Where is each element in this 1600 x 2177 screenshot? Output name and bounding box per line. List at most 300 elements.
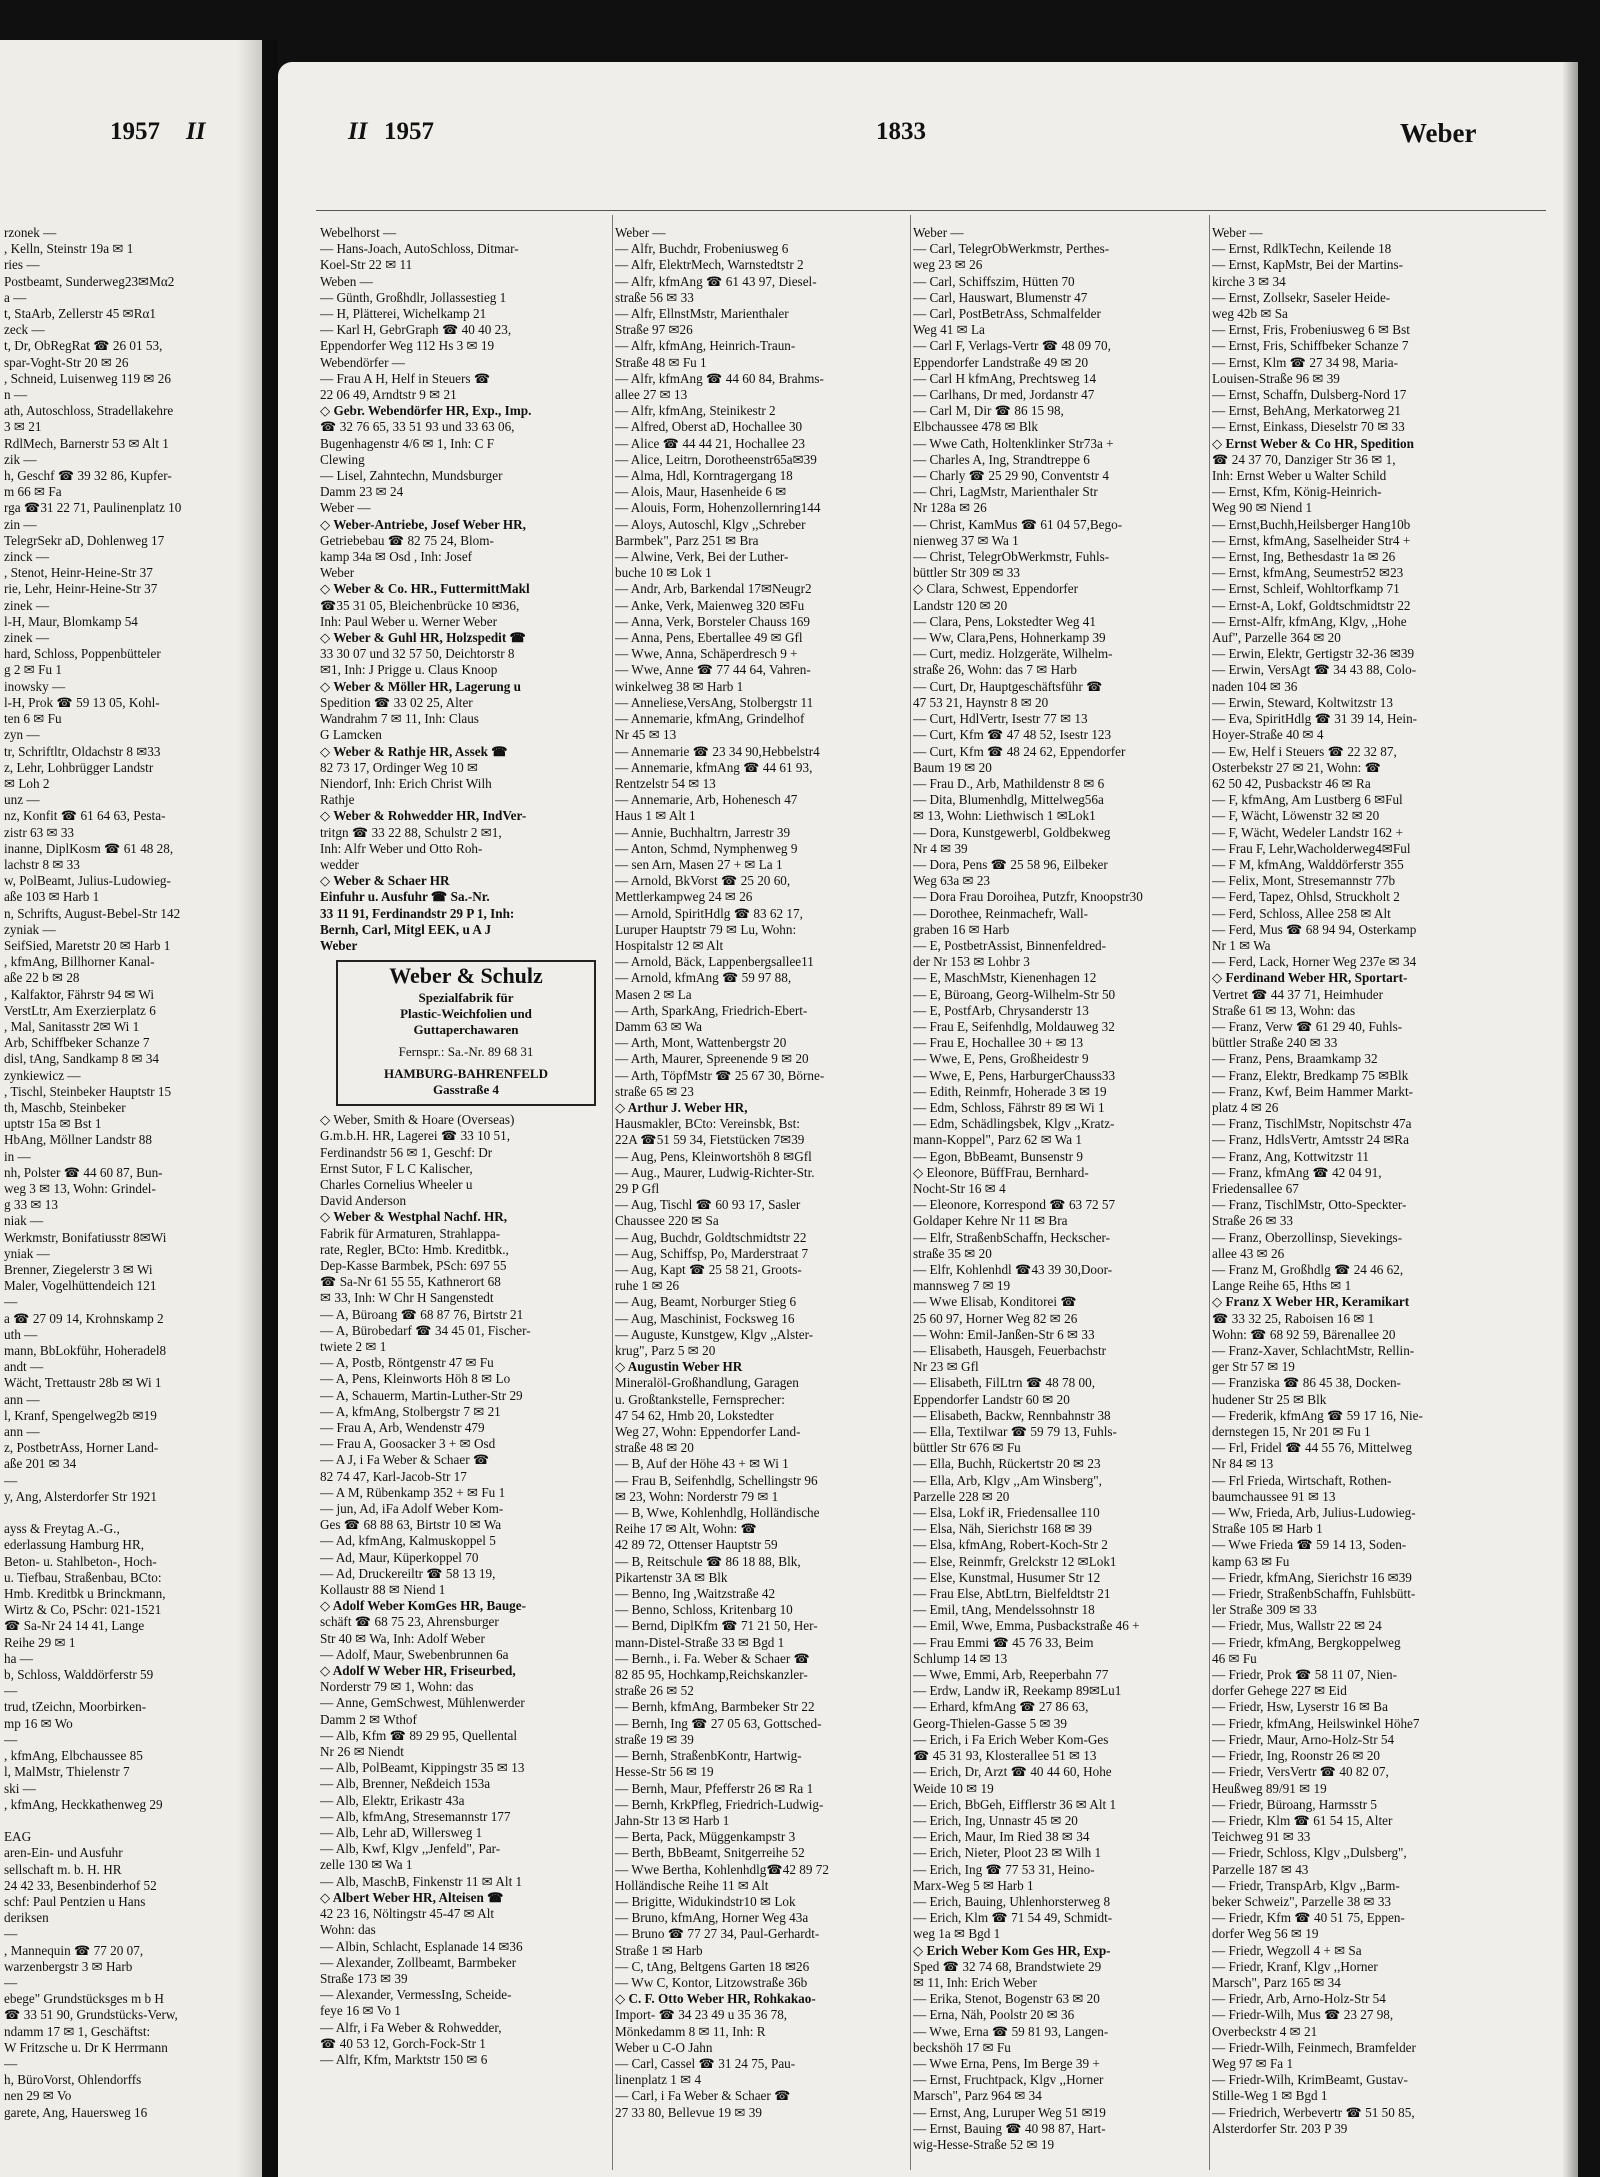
page-number: 1833: [876, 118, 926, 145]
directory-line: 47 53 21, Haynstr 8 ✉ 20: [913, 694, 1049, 710]
directory-line: Kollaustr 88 ✉ Niend 1: [320, 1582, 446, 1598]
directory-line: — Friedr, kfmAng, Heilswinkel Höhe7: [1212, 1715, 1420, 1731]
directory-line: Nr 4 ✉ 39: [913, 840, 968, 856]
directory-line: feye 16 ✉ Vo 1: [320, 2003, 401, 2019]
directory-line: HbAng, Möllner Landstr 88: [4, 1132, 152, 1148]
right-page-volume: II: [348, 118, 368, 145]
directory-line: — Alb, Brenner, Neßdeich 153a: [320, 1776, 491, 1792]
directory-line: — Friedr, Prok ☎ 58 11 07, Nien-: [1212, 1667, 1397, 1683]
directory-line: — Carl, TelegrObWerkmstr, Perthes-: [913, 241, 1110, 257]
directory-line: buche 10 ✉ Lok 1: [615, 565, 712, 581]
directory-line: Weber —: [1212, 225, 1263, 240]
directory-line: nz, Konfit ☎ 61 64 63, Pesta-: [4, 808, 166, 824]
directory-line: Weide 10 ✉ 19: [913, 1780, 994, 1796]
directory-line: — Ernst, Zollsekr, Saseler Heide-: [1212, 289, 1391, 305]
directory-line: — A M, Rübenkamp 352 + ✉ Fu 1: [320, 1484, 506, 1500]
directory-line: — Friedrich, Werbevertr ☎ 51 50 85,: [1212, 2104, 1415, 2120]
directory-line: Bernh, Carl, Mitgl EEK, u A J: [320, 921, 492, 937]
directory-line: uth —: [4, 1326, 38, 1342]
directory-line: Str 40 ✉ Wa, Inh: Adolf Weber: [320, 1630, 485, 1646]
directory-line: — Alfr, kfmAng ☎ 61 43 97, Diesel-: [615, 273, 817, 289]
directory-line: tritgn ☎ 33 22 88, Schulstr 2 ✉1,: [320, 824, 502, 840]
directory-line: l, Kranf, Spengelweg2b ✉19: [4, 1407, 157, 1423]
directory-line: ann —: [4, 1424, 40, 1440]
directory-line: g 2 ✉ Fu 1: [4, 662, 62, 678]
directory-line: th, Maschb, Steinbeker: [4, 1099, 126, 1115]
directory-line: — Alice ☎ 44 44 21, Hochallee 23: [615, 435, 806, 451]
directory-line: w, PolBeamt, Julius-Ludowieg-: [4, 873, 171, 889]
directory-line: Reihe 17 ✉ Alt, Wohn: ☎: [615, 1521, 757, 1537]
directory-line: — Alb, Lehr aD, Willersweg 1: [320, 1825, 483, 1841]
directory-line: ✉1, Inh: J Prigge u. Claus Knoop: [320, 662, 498, 678]
directory-line: — Bernh, kfmAng, Barmbeker Str 22: [615, 1699, 815, 1715]
directory-line: yniak —: [4, 1245, 50, 1261]
directory-line: Pikartenstr 3A ✉ Blk: [615, 1569, 728, 1585]
directory-line: straße 56 ✉ 33: [615, 289, 694, 305]
directory-line: — Curt, mediz. Holzgeräte, Wilhelm-: [913, 646, 1113, 662]
directory-line: 62 50 42, Pusbackstr 46 ✉ Ra: [1212, 775, 1371, 791]
directory-line: — Franz, kfmAng ☎ 42 04 91,: [1212, 1164, 1382, 1180]
directory-line: l-H, Prok ☎ 59 13 05, Kohl-: [4, 694, 160, 710]
directory-line: — Albin, Schlacht, Esplanade 14 ✉36: [320, 1938, 523, 1954]
directory-line: — Arnold, kfmAng ☎ 59 97 88,: [615, 970, 792, 986]
directory-line: büttler Str 676 ✉ Fu: [913, 1440, 1021, 1456]
directory-line: Luruper Hauptstr 79 ✉ Lu, Wohn:: [615, 921, 797, 937]
directory-line: — Alfred, Oberst aD, Hochallee 30: [615, 419, 803, 435]
directory-line: ◇ Augustin Weber HR: [615, 1359, 743, 1375]
directory-line: Hmb. Kreditbk u Brinckmann,: [4, 1586, 166, 1602]
directory-line: 42 23 16, Nöltingstr 45-47 ✉ Alt: [320, 1906, 495, 1922]
directory-line: unz —: [4, 792, 40, 808]
directory-line: ◇ Weber-Antriebe, Josef Weber HR,: [320, 516, 526, 532]
directory-line: — Edm, Schloss, Fährstr 89 ✉ Wi 1: [913, 1099, 1105, 1115]
directory-line: Rentzelstr 54 ✉ 13: [615, 775, 716, 791]
directory-line: weg 23 ✉ 26: [913, 257, 983, 273]
directory-line: — Ferd, Tapez, Ohlsd, Struckholt 2: [1212, 889, 1400, 905]
directory-line: wig-Hesse-Straße 52 ✉ 19: [913, 2136, 1055, 2152]
directory-line: l-H, Maur, Blomkamp 54: [4, 613, 138, 629]
directory-line: — B, Reitschule ☎ 86 18 88, Blk,: [615, 1553, 801, 1569]
directory-line: — Alfr, kfmAng ☎ 44 60 84, Brahms-: [615, 370, 824, 386]
directory-line: ◇ Erich Weber Kom Ges HR, Exp-: [913, 1942, 1111, 1958]
directory-line: — E, PostbetrAssist, Binnenfeldred-: [913, 937, 1107, 953]
directory-line: , Mannequin ☎ 77 20 07,: [4, 1942, 144, 1958]
directory-line: ◇ Weber & Westphal Nachf. HR,: [320, 1209, 508, 1225]
directory-line: — Erwin, VersAgt ☎ 34 43 88, Colo-: [1212, 662, 1417, 678]
directory-line: — Dora Frau Doroihea, Putzfr, Knoopstr30: [913, 889, 1143, 905]
directory-line: Heußweg 89/91 ✉ 19: [1212, 1780, 1327, 1796]
directory-line: ☎ 33 32 25, Raboisen 16 ✉ 1: [1212, 1310, 1375, 1326]
directory-line: , Kalfaktor, Fährstr 94 ✉ Wi: [4, 986, 155, 1002]
directory-line: — Arth, TöpfMstr ☎ 25 67 30, Börne-: [615, 1067, 825, 1083]
column-1: [320, 225, 610, 2170]
directory-line: — Ernst,Buchh,Heilsberger Hang10b: [1212, 516, 1411, 532]
directory-line: — Wwe, E, Pens, HarburgerChauss33: [913, 1067, 1116, 1083]
directory-line: ries —: [4, 257, 40, 273]
directory-line: — Ernst, Fris, Schiffbeker Schanze 7: [1212, 338, 1409, 354]
directory-line: — Ernst-A, Lokf, Goldtschmidtstr 22: [1212, 597, 1411, 613]
directory-line: Lange Reihe 65, Hths ✉ 1: [1212, 1278, 1352, 1294]
directory-line: straße 35 ✉ 20: [913, 1245, 992, 1261]
directory-line: — Friedr, Hsw, Lyserstr 16 ✉ Ba: [1212, 1699, 1388, 1715]
directory-line: — E, MaschMstr, Kienenhagen 12: [913, 970, 1097, 986]
directory-line: 82 85 95, Hochkamp,Reichskanzler-: [615, 1667, 808, 1683]
directory-line: — Erna, Näh, Poolstr 20 ✉ 36: [913, 2007, 1075, 2023]
directory-line: — Ad, Maur, Küperkoppel 70: [320, 1549, 479, 1565]
directory-line: mann-Koppel", Parz 62 ✉ Wa 1: [913, 1132, 1082, 1148]
directory-line: —: [4, 1926, 18, 1942]
directory-line: straße 26 ✉ 52: [615, 1683, 694, 1699]
advertisement-box: [336, 960, 596, 1106]
directory-line: —: [4, 1974, 18, 1990]
directory-line: — Elsa, Näh, Sierichstr 168 ✉ 39: [913, 1521, 1092, 1537]
directory-line: — Wwe, Anne ☎ 77 44 64, Vahren-: [615, 662, 811, 678]
directory-line: — Friedr, Wegzoll 4 + ✉ Sa: [1212, 1942, 1362, 1958]
directory-line: — Charly ☎ 25 29 90, Conventstr 4: [913, 468, 1109, 484]
directory-line: —: [4, 1472, 18, 1488]
directory-line: — Berth, BbBeamt, Snitgerreihe 52: [615, 1845, 805, 1861]
directory-line: ◇ Weber & Rathje HR, Assek ☎: [320, 743, 508, 759]
directory-line: — F, kfmAng, Am Lustberg 6 ✉Ful: [1212, 792, 1403, 808]
directory-line: — Annemarie, Arb, Hohenesch 47: [615, 792, 798, 808]
directory-line: Weg 27, Wohn: Eppendorfer Land-: [615, 1424, 801, 1440]
directory-line: ✉ 11, Inh: Erich Weber: [913, 1974, 1037, 1990]
directory-line: der Nr 153 ✉ Lohbr 3: [913, 954, 1030, 970]
directory-line: — Ernst, Ing, Bethesdastr 1a ✉ 26: [1212, 549, 1396, 565]
directory-line: zynkiewicz —: [4, 1067, 81, 1083]
directory-line: SeifSied, Maretstr 20 ✉ Harb 1: [4, 937, 171, 953]
directory-line: — Alb, MaschB, Finkenstr 11 ✉ Alt 1: [320, 1873, 523, 1889]
directory-line: Brenner, Ziegelerstr 3 ✉ Wi: [4, 1262, 153, 1277]
directory-line: — Alfr, Kfm, Marktstr 150 ✉ 6: [320, 2051, 488, 2067]
directory-line: straße 19 ✉ 39: [615, 1731, 694, 1747]
directory-line: Straße 97 ✉26: [615, 322, 693, 338]
directory-line: — Ww, Clara,Pens, Hohnerkamp 39: [913, 630, 1106, 646]
directory-line: — Friedr, Ing, Roonstr 26 ✉ 20: [1212, 1748, 1381, 1764]
directory-line: — Christ, KamMus ☎ 61 04 57,Bego-: [913, 516, 1123, 532]
directory-line: Wandrahm 7 ✉ 11, Inh: Claus: [320, 711, 479, 727]
directory-line: Niendorf, Inh: Erich Christ Wilh: [320, 775, 492, 791]
directory-line: zyniak —: [4, 921, 56, 937]
directory-line: disl, tAng, Sandkamp 8 ✉ 34: [4, 1051, 160, 1067]
directory-line: ✉ 13, Wohn: Liethwisch 1 ✉Lok1: [913, 808, 1096, 824]
directory-line: , Mal, Sanitasstr 2✉ Wi 1: [4, 1018, 140, 1034]
directory-line: 25 60 97, Horner Weg 82 ✉ 26: [913, 1310, 1078, 1326]
directory-line: Parzelle 187 ✉ 43: [1212, 1861, 1309, 1877]
directory-line: zinck —: [4, 549, 50, 565]
directory-line: Haus 1 ✉ Alt 1: [615, 808, 696, 824]
directory-line: — Ernst, Schaffn, Dulsberg-Nord 17: [1212, 387, 1407, 403]
directory-line: — Carl, i Fa Weber & Schaer ☎: [615, 2088, 791, 2104]
directory-line: beker Schweiz", Parzelle 38 ✉ 33: [1212, 1893, 1392, 1909]
directory-line: , kfmAng, Elbchaussee 85: [4, 1748, 143, 1764]
directory-line: 33 30 07 und 32 57 50, Deichtorstr 8: [320, 646, 515, 662]
directory-line: — Aug, Pens, Kleinwortshöh 8 ✉Gfl: [615, 1148, 812, 1164]
directory-line: — Frl Frieda, Wirtschaft, Rothen-: [1212, 1472, 1392, 1488]
directory-line: ◇ Weber, Smith & Hoare (Overseas): [320, 1112, 515, 1128]
directory-line: — Adolf, Maur, Swebenbrunnen 6a: [320, 1646, 509, 1662]
directory-line: — H, Plätterei, Wichelkamp 21: [320, 306, 487, 322]
directory-line: Hospitalstr 12 ✉ Alt: [615, 937, 724, 953]
directory-line: 22A ☎51 59 34, Fietstücken 7✉39: [615, 1132, 805, 1148]
directory-line: —: [4, 1294, 18, 1310]
directory-line: — Elsa, Lokf iR, Friedensallee 110: [913, 1505, 1100, 1521]
directory-line: ayss & Freytag A.-G.,: [4, 1521, 120, 1537]
directory-line: Overbeckstr 4 ✉ 21: [1212, 2023, 1318, 2039]
directory-line: ☎ Sa-Nr 24 14 41, Lange: [4, 1618, 145, 1634]
directory-line: — Ernst, Klm ☎ 27 34 98, Maria-: [1212, 354, 1399, 370]
directory-line: — Franz, Verw ☎ 61 29 40, Fuhls-: [1212, 1018, 1403, 1034]
directory-line: — Ernst, BehAng, Merkatorweg 21: [1212, 403, 1401, 419]
directory-line: — Curt, Kfm ☎ 48 24 62, Eppendorfer: [913, 743, 1126, 759]
directory-line: — Franz, Oberzollinsp, Sievekings-: [1212, 1229, 1403, 1245]
directory-line: Mineralöl-Großhandlung, Garagen: [615, 1375, 799, 1391]
directory-line: Bugenhagenstr 4/6 ✉ 1, Inh: C F: [320, 435, 495, 451]
directory-line: allee 27 ✉ 13: [615, 387, 688, 403]
directory-line: — E, PostfArb, Chrysanderstr 13: [913, 1002, 1089, 1018]
directory-line: — Friedr-Wilh, Feinmech, Bramfelder: [1212, 2039, 1416, 2055]
directory-line: Elbchaussee 478 ✉ Blk: [913, 419, 1038, 435]
directory-line: , Stenot, Heinr-Heine-Str 37: [4, 565, 153, 581]
directory-line: rie, Lehr, Heinr-Heine-Str 37: [4, 581, 158, 597]
directory-line: Jahn-Str 13 ✉ Harb 1: [615, 1812, 730, 1828]
directory-line: Baum 19 ✉ 20: [913, 759, 992, 775]
directory-line: — Wwe, Anna, Schäperdresch 9 +: [615, 646, 798, 662]
directory-line: Schlump 14 ✉ 13: [913, 1650, 1008, 1666]
directory-line: nienweg 37 ✉ Wa 1: [913, 532, 1019, 548]
directory-line: — Wwe, Erna ☎ 59 81 93, Langen-: [913, 2023, 1109, 2039]
directory-line: Wohn: ☎ 68 92 59, Bärenallee 20: [1212, 1326, 1396, 1342]
directory-line: — Emil, Wwe, Emma, Pusbackstraße 46 +: [913, 1618, 1140, 1634]
directory-line: — Erdw, Landw iR, Reekamp 89✉Lu1: [913, 1683, 1122, 1699]
directory-line: — Günth, Großhdlr, Jollassestieg 1: [320, 289, 507, 305]
directory-line: — Franz, Pens, Braamkamp 32: [1212, 1051, 1378, 1067]
directory-line: aße 103 ✉ Harb 1: [4, 889, 100, 905]
directory-line: ☎ Sa-Nr 61 55 55, Kathnerort 68: [320, 1274, 501, 1290]
directory-line: ☎ 33 51 90, Grundstücks-Verw,: [4, 2007, 178, 2023]
directory-line: — Dora, Pens ☎ 25 58 96, Eilbeker: [913, 856, 1108, 872]
directory-line: h, BüroVorst, Ohlendorffs: [4, 2072, 142, 2088]
directory-line: — sen Arn, Masen 27 + ✉ La 1: [615, 856, 783, 872]
directory-line: — Alb, Kwf, Klgv ,,Jenfeld", Par-: [320, 1841, 501, 1857]
directory-line: Clewing: [320, 451, 365, 467]
directory-line: straße 48 ✉ 20: [615, 1440, 694, 1456]
directory-line: Weber u C-O Jahn: [615, 2039, 713, 2055]
directory-line: ☎ 45 31 93, Klosterallee 51 ✉ 13: [913, 1748, 1097, 1764]
directory-line: 22 06 49, Arndtstr 9 ✉ 21: [320, 387, 457, 403]
directory-line: — Franz, TischlMstr, Otto-Speckter-: [1212, 1197, 1407, 1213]
directory-line: — Alwine, Verk, Bei der Luther-: [615, 549, 789, 565]
directory-line: — Ernst, Schleif, Wohltorfkamp 71: [1212, 581, 1400, 597]
directory-line: straße 26, Wohn: das 7 ✉ Harb: [913, 662, 1077, 678]
directory-line: ann —: [4, 1391, 40, 1407]
directory-line: — Arth, SparkAng, Friedrich-Ebert-: [615, 1002, 808, 1018]
directory-line: — Bernh, Ing ☎ 27 05 63, Gottsched-: [615, 1715, 822, 1731]
directory-line: [4, 1505, 256, 1521]
directory-line: ◇ Weber & Schaer HR: [320, 873, 450, 889]
header-rule: [316, 210, 1546, 211]
directory-line: Mönkedamm 8 ✉ 11, Inh: R: [615, 2023, 766, 2039]
directory-line: ruhe 1 ✉ 26: [615, 1278, 680, 1294]
directory-line: — Alfr, kfmAng, Steinikestr 2: [615, 403, 776, 419]
directory-line: — Annemarie, kfmAng ☎ 44 61 93,: [615, 759, 813, 775]
directory-line: — Alexander, VermessIng, Scheide-: [320, 1987, 512, 2003]
directory-line: — Erhard, kfmAng ☎ 27 86 63,: [913, 1699, 1089, 1715]
directory-line: — Erich, Maur, Im Ried 38 ✉ 34: [913, 1829, 1090, 1845]
directory-line: — Wwe Erna, Pens, Im Berge 39 +: [913, 2055, 1100, 2071]
directory-line: — Carl M, Dir ☎ 86 15 98,: [913, 403, 1064, 419]
directory-line: — A, kfmAng, Stolbergstr 7 ✉ 21: [320, 1403, 501, 1419]
directory-line: — Friedr, kfmAng, Sierichstr 16 ✉39: [1212, 1569, 1412, 1585]
directory-line: twiete 2 ✉ 1: [320, 1338, 387, 1354]
directory-line: Rathje: [320, 792, 355, 808]
left-page-volume: II: [186, 118, 206, 145]
directory-line: ◇ Eleonore, BüffFrau, Bernhard-: [913, 1164, 1089, 1180]
directory-line: — Berta, Pack, Müggenkampstr 3: [615, 1829, 796, 1845]
directory-line: Beton- u. Stahlbeton-, Hoch-: [4, 1553, 157, 1569]
directory-line: Einfuhr u. Ausfuhr ☎ Sa.-Nr.: [320, 889, 490, 905]
directory-line: Nr 23 ✉ Gfl: [913, 1359, 979, 1375]
directory-line: Reihe 29 ✉ 1: [4, 1634, 76, 1650]
directory-line: Straße 1 ✉ Harb: [615, 1942, 703, 1958]
directory-line: — Ew, Helf i Steuers ☎ 22 32 87,: [1212, 743, 1397, 759]
directory-line: inowsky —: [4, 678, 66, 694]
directory-line: Ges ☎ 68 88 63, Birtstr 10 ✉ Wa: [320, 1517, 502, 1533]
directory-line: — Alfr, i Fa Weber & Rohwedder,: [320, 2019, 502, 2035]
directory-line: Chaussee 220 ✉ Sa: [615, 1213, 719, 1229]
directory-line: z, Lehr, Lohbrügger Landstr: [4, 759, 154, 775]
directory-line: RdlMech, Barnerstr 53 ✉ Alt 1: [4, 435, 169, 451]
directory-line: — Emil, tAng, Mendelssohnstr 18: [913, 1602, 1095, 1618]
directory-line: ◇ C. F. Otto Weber HR, Rohkakao-: [615, 1991, 816, 2007]
directory-line: — Erich, BbGeh, Eifflerstr 36 ✉ Alt 1: [913, 1796, 1117, 1812]
directory-line: in —: [4, 1148, 31, 1164]
directory-line: dorfer Weg 56 ✉ 19: [1212, 1926, 1319, 1942]
directory-line: — Bruno, kfmAng, Horner Weg 43a: [615, 1910, 809, 1926]
directory-line: — Alfr, Buchdr, Frobeniusweg 6: [615, 241, 789, 257]
directory-line: — Frederik, kfmAng ☎ 59 17 16, Nie-: [1212, 1407, 1423, 1423]
directory-line: Damm 2 ✉ Wthof: [320, 1711, 417, 1727]
directory-line: — Carl F, Verlags-Vertr ☎ 48 09 70,: [913, 338, 1111, 354]
directory-line: — Friedr, Mus, Wallstr 22 ✉ 24: [1212, 1618, 1382, 1634]
directory-line: — Bernh, KrkPfleg, Friedrich-Ludwig-: [615, 1796, 824, 1812]
directory-line: — Curt, Kfm ☎ 47 48 52, Isestr 123: [913, 727, 1112, 743]
directory-line: l, MalMstr, Thielenstr 7: [4, 1764, 130, 1780]
directory-line: u. Tiefbau, Straßenbau, BCto:: [4, 1569, 162, 1585]
directory-line: — Bernd, DiplKfm ☎ 71 21 50, Her-: [615, 1618, 818, 1634]
directory-line: — Dita, Blumenhdlg, Mittelweg56a: [913, 792, 1104, 808]
directory-line: ◇ Arthur J. Weber HR,: [615, 1099, 748, 1115]
directory-line: — Friedr, Arb, Arno-Holz-Str 54: [1212, 1991, 1386, 2007]
directory-line: Weber: [320, 565, 355, 581]
directory-line: — F M, kfmAng, Walddörferstr 355: [1212, 856, 1404, 872]
directory-line: sellschaft m. b. H. HR: [4, 1861, 122, 1877]
directory-line: — Arth, Maurer, Spreenende 9 ✉ 20: [615, 1051, 809, 1067]
directory-line: ☎35 31 05, Bleichenbrücke 10 ✉36,: [320, 597, 520, 613]
directory-line: Barmbek", Parz 251 ✉ Bra: [615, 532, 759, 548]
directory-line: 29 P Gfl: [615, 1180, 660, 1196]
directory-line: dernstegen 15, Nr 201 ✉ Fu 1: [1212, 1424, 1371, 1440]
directory-line: — Carlhans, Dr med, Jordanstr 47: [913, 387, 1095, 403]
directory-line: TelegrSekr aD, Dohlenweg 17: [4, 532, 165, 548]
ad-street: Gasstraße 4: [432, 1082, 500, 1098]
directory-line: aße 22 b ✉ 28: [4, 970, 80, 986]
directory-line: — Annie, Buchhaltrn, Jarrestr 39: [615, 824, 791, 840]
ad-phone: Fernspr.: Sa.-Nr. 89 68 31: [398, 1044, 534, 1060]
directory-line: — Andr, Arb, Barkendal 17✉Neugr2: [615, 581, 812, 597]
directory-line: ◇ Weber & Co. HR., FuttermittMakl: [320, 581, 530, 597]
directory-line: a —: [4, 289, 27, 305]
directory-line: — Friedr-Wilh, KrimBeamt, Gustav-: [1212, 2072, 1408, 2088]
directory-line: — Frau A, Goosacker 3 + ✉ Osd: [320, 1436, 496, 1452]
directory-line: trud, tZeichn, Moorbirken-: [4, 1699, 147, 1715]
directory-line: — Wwe Cath, Holtenklinker Str73a +: [913, 435, 1114, 451]
directory-line: Straße 61 ✉ 13, Wohn: das: [1212, 1002, 1356, 1018]
directory-line: ◇ Ferdinand Weber HR, Sportart-: [1212, 970, 1408, 986]
directory-line: — Else, Reinmfr, Grelckstr 12 ✉Lok1: [913, 1553, 1117, 1569]
directory-line: — Arnold, BkVorst ☎ 25 20 60,: [615, 873, 791, 889]
directory-line: Nr 45 ✉ 13: [615, 727, 677, 743]
directory-line: — Elfr, StraßenbSchaffn, Heckscher-: [913, 1229, 1111, 1245]
directory-line: — Friedr, Büroang, Harmsstr 5: [1212, 1796, 1378, 1812]
directory-line: Weben —: [320, 273, 373, 289]
directory-line: W Fritzsche u. Dr K Herrmann: [4, 2039, 168, 2055]
directory-line: ◇ Ernst Weber & Co HR, Spedition: [1212, 435, 1414, 451]
directory-line: — Frau A, Arb, Wendenstr 479: [320, 1420, 485, 1435]
directory-line: Inh: Alfr Weber und Otto Roh-: [320, 840, 483, 856]
ad-line: Guttaperchawaren: [413, 1022, 519, 1038]
weber-schaer-entry: [320, 873, 610, 954]
directory-line: — Ernst, RdlkTechn, Keilende 18: [1212, 241, 1392, 257]
directory-line: — Edm, Schädlingsbek, Klgv ,,Kratz-: [913, 1116, 1115, 1132]
directory-line: — Anton, Schmd, Nymphenweg 9: [615, 840, 798, 856]
directory-line: — Erich, Ing, Unnastr 45 ✉ 20: [913, 1812, 1078, 1828]
directory-line: Mettlerkampweg 24 ✉ 26: [615, 889, 753, 905]
directory-line: lachstr 8 ✉ 33: [4, 856, 80, 872]
directory-line: — Frau Else, AbtLtrn, Bielfeldtstr 21: [913, 1586, 1111, 1602]
directory-line: ath, Autoschloss, Stradellakehre: [4, 403, 174, 419]
column-1-entries-a: [320, 225, 610, 873]
ad-line: Plastic-Weichfolien und: [400, 1006, 532, 1022]
directory-line: — Frau D., Arb, Mathildenstr 8 ✉ 6: [913, 775, 1105, 791]
directory-line: rate, Regler, BCto: Hmb. Kreditbk.,: [320, 1241, 509, 1257]
directory-line: nh, Polster ☎ 44 60 87, Bun-: [4, 1164, 163, 1180]
directory-line: Nocht-Str 16 ✉ 4: [913, 1180, 1006, 1196]
directory-line: — Carl, Cassel ☎ 31 24 75, Pau-: [615, 2055, 796, 2071]
directory-line: — B, Auf der Höhe 43 + ✉ Wi 1: [615, 1456, 789, 1472]
ad-city: HAMBURG-BAHRENFELD: [384, 1066, 548, 1082]
directory-line: 46 ✉ Fu: [1212, 1650, 1257, 1666]
directory-line: — Friedr, Kfm ☎ 40 51 75, Eppen-: [1212, 1910, 1405, 1926]
directory-line: zelle 130 ✉ Wa 1: [320, 1857, 413, 1873]
directory-line: Hesse-Str 56 ✉ 19: [615, 1764, 714, 1780]
directory-line: — Frl, Fridel ☎ 44 55 76, Mittelweg: [1212, 1440, 1412, 1456]
directory-line: — Carl, Hauswart, Blumenstr 47: [913, 289, 1088, 305]
directory-line: weg 42b ✉ Sa: [1212, 306, 1288, 322]
directory-line: — Edith, Reinmfr, Hoherade 3 ✉ 19: [913, 1083, 1107, 1099]
directory-line: — Franz, TischlMstr, Nopitschstr 47a: [1212, 1116, 1412, 1132]
directory-line: — Carl, PostBetrAss, Schmalfelder: [913, 306, 1101, 322]
directory-line: büttler Straße 240 ✉ 33: [1212, 1035, 1338, 1051]
directory-line: — A J, i Fa Weber & Schaer ☎: [320, 1452, 490, 1468]
directory-line: — Hans-Joach, AutoSchloss, Ditmar-: [320, 241, 519, 257]
directory-line: Straße 26 ✉ 33: [1212, 1213, 1294, 1229]
directory-line: Alsterdorfer Str. 203 P 39: [1212, 2120, 1348, 2136]
directory-line: — Erwin, Elektr, Gertigstr 32-36 ✉39: [1212, 646, 1415, 662]
directory-line: Goldaper Kehre Nr 11 ✉ Bra: [913, 1213, 1068, 1229]
directory-line: Hoyer-Straße 40 ✉ 4: [1212, 727, 1324, 743]
column-1-entries-b: [320, 1112, 610, 2068]
